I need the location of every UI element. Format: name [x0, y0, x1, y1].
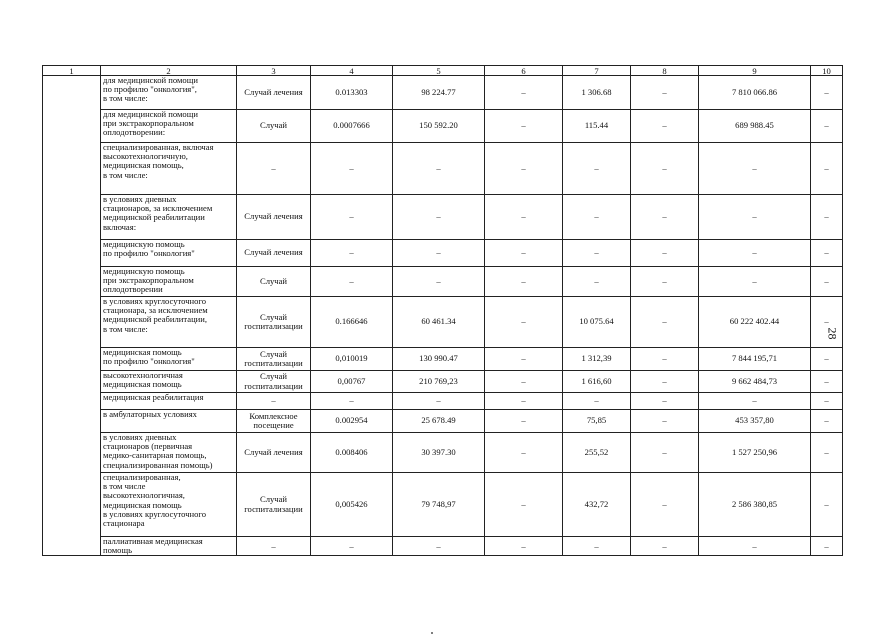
- value-cell: –: [485, 240, 563, 267]
- value-cell: –: [631, 110, 699, 143]
- value-cell: 0.0007666: [311, 110, 393, 143]
- description-cell: паллиативная медицинская помощь: [101, 537, 237, 556]
- value-cell: 30 397.30: [393, 433, 485, 473]
- value-cell: –: [631, 143, 699, 195]
- value-cell: 1 616,60: [563, 371, 631, 393]
- value-cell: –: [811, 473, 843, 537]
- value-cell: 9 662 484,73: [699, 371, 811, 393]
- value-cell: –: [631, 371, 699, 393]
- value-cell: 0.002954: [311, 410, 393, 433]
- table-row: [43, 297, 843, 348]
- value-cell: –: [563, 143, 631, 195]
- value-cell: –: [811, 371, 843, 393]
- unit-cell: –: [237, 143, 311, 195]
- unit-cell: –: [237, 537, 311, 556]
- description-cell: для медицинской помощи при экстракорпоральном оплодотворении:: [101, 110, 237, 143]
- header-cell: 1: [43, 66, 101, 76]
- value-cell: 98 224.77: [393, 76, 485, 110]
- value-cell: 1 312,39: [563, 348, 631, 371]
- unit-cell: Случай лечения: [237, 195, 311, 240]
- value-cell: 150 592.20: [393, 110, 485, 143]
- value-cell: 255,52: [563, 433, 631, 473]
- value-cell: –: [631, 297, 699, 348]
- unit-cell: Случай лечения: [237, 76, 311, 110]
- page-number: 28: [825, 327, 840, 340]
- value-cell: 60 461.34: [393, 297, 485, 348]
- value-cell: –: [811, 267, 843, 297]
- description-cell: в условиях круглосуточного стационара, за исключением медицинской реабилитации, в том числе:: [101, 297, 237, 348]
- table-row: [43, 433, 843, 473]
- unit-cell: Случай госпитализации: [237, 473, 311, 537]
- value-cell: –: [811, 240, 843, 267]
- description-cell: медицинская помощь по профилю "онкология": [101, 348, 237, 371]
- value-cell: 25 678.49: [393, 410, 485, 433]
- value-cell: –: [631, 195, 699, 240]
- value-cell: 10 075.64: [563, 297, 631, 348]
- value-cell: 0,010019: [311, 348, 393, 371]
- value-cell: –: [485, 297, 563, 348]
- value-cell: –: [811, 143, 843, 195]
- value-cell: 130 990.47: [393, 348, 485, 371]
- value-cell: –: [393, 267, 485, 297]
- value-cell: –: [699, 195, 811, 240]
- value-cell: –: [811, 410, 843, 433]
- unit-cell: Случай: [237, 110, 311, 143]
- description-cell: медицинскую помощь по профилю "онкология": [101, 240, 237, 267]
- description-cell: специализированная, в том числе высокотехнологичная, медицинская помощь в условиях круглосуточного стационара: [101, 473, 237, 537]
- value-cell: –: [811, 433, 843, 473]
- value-cell: 0.013303: [311, 76, 393, 110]
- value-cell: –: [485, 371, 563, 393]
- table-row: [43, 410, 843, 433]
- value-cell: –: [631, 76, 699, 110]
- unit-cell: Случай лечения: [237, 240, 311, 267]
- unit-cell: Случай госпитализации: [237, 371, 311, 393]
- value-cell: –: [311, 240, 393, 267]
- table-row: [43, 240, 843, 267]
- value-cell: –: [811, 110, 843, 143]
- header-cell: 8: [631, 66, 699, 76]
- description-cell: медицинскую помощь при экстракорпоральном оплодотворении: [101, 267, 237, 297]
- value-cell: –: [311, 267, 393, 297]
- description-cell: высокотехнологичная медицинская помощь: [101, 371, 237, 393]
- value-cell: 1 306.68: [563, 76, 631, 110]
- value-cell: –: [485, 433, 563, 473]
- value-cell: –: [393, 240, 485, 267]
- header-cell: 5: [393, 66, 485, 76]
- header-cell: 4: [311, 66, 393, 76]
- value-cell: –: [393, 195, 485, 240]
- value-cell: –: [485, 410, 563, 433]
- value-cell: 75,85: [563, 410, 631, 433]
- value-cell: –: [485, 267, 563, 297]
- value-cell: –: [393, 143, 485, 195]
- value-cell: –: [811, 195, 843, 240]
- header-cell: 3: [237, 66, 311, 76]
- table-row: [43, 267, 843, 297]
- data-table: [42, 65, 843, 556]
- description-cell: медицинская реабилитация: [101, 393, 237, 410]
- value-cell: –: [485, 393, 563, 410]
- value-cell: –: [311, 393, 393, 410]
- description-cell: в условиях дневных стационаров, за исключением медицинской реабилитации включая:: [101, 195, 237, 240]
- header-cell: 9: [699, 66, 811, 76]
- value-cell: –: [811, 348, 843, 371]
- value-cell: –: [631, 393, 699, 410]
- value-cell: –: [631, 473, 699, 537]
- value-cell: 432,72: [563, 473, 631, 537]
- value-cell: –: [485, 348, 563, 371]
- value-cell: –: [631, 348, 699, 371]
- value-cell: –: [811, 393, 843, 410]
- table-row: [43, 393, 843, 410]
- table-row: [43, 348, 843, 371]
- value-cell: –: [699, 393, 811, 410]
- value-cell: 0.166646: [311, 297, 393, 348]
- description-cell: в условиях дневных стационаров (первичная медико-санитарная помощь, специализированная помощь): [101, 433, 237, 473]
- value-cell: 1 527 250,96: [699, 433, 811, 473]
- value-cell: –: [485, 473, 563, 537]
- value-cell: –: [393, 537, 485, 556]
- description-cell: в амбулаторных условиях: [101, 410, 237, 433]
- unit-cell: Случай лечения: [237, 433, 311, 473]
- value-cell: –: [311, 537, 393, 556]
- value-cell: –: [811, 297, 843, 348]
- value-cell: –: [699, 240, 811, 267]
- description-cell: специализированная, включая высокотехнологичную, медицинская помощь, в том числе:: [101, 143, 237, 195]
- value-cell: 2 586 380,85: [699, 473, 811, 537]
- table-row: [43, 537, 843, 556]
- value-cell: –: [699, 143, 811, 195]
- value-cell: –: [811, 76, 843, 110]
- value-cell: 0,005426: [311, 473, 393, 537]
- value-cell: –: [631, 433, 699, 473]
- value-cell: –: [631, 410, 699, 433]
- value-cell: –: [631, 240, 699, 267]
- value-cell: 689 988.45: [699, 110, 811, 143]
- value-cell: –: [563, 267, 631, 297]
- value-cell: 115.44: [563, 110, 631, 143]
- value-cell: –: [485, 143, 563, 195]
- value-cell: –: [485, 110, 563, 143]
- value-cell: 7 844 195,71: [699, 348, 811, 371]
- value-cell: –: [563, 240, 631, 267]
- value-cell: –: [485, 76, 563, 110]
- value-cell: –: [311, 143, 393, 195]
- value-cell: –: [311, 195, 393, 240]
- scan-speck: [431, 632, 433, 634]
- unit-cell: –: [237, 393, 311, 410]
- value-cell: 0,00767: [311, 371, 393, 393]
- value-cell: –: [485, 195, 563, 240]
- table-row: [43, 473, 843, 537]
- value-cell: 60 222 402.44: [699, 297, 811, 348]
- value-cell: 7 810 066.86: [699, 76, 811, 110]
- value-cell: –: [699, 267, 811, 297]
- table-row: [43, 195, 843, 240]
- value-cell: –: [393, 393, 485, 410]
- row-group-cell: [43, 76, 101, 556]
- table-row: [43, 76, 843, 110]
- unit-cell: Случай: [237, 267, 311, 297]
- value-cell: 210 769,23: [393, 371, 485, 393]
- unit-cell: Случай госпитализации: [237, 348, 311, 371]
- value-cell: –: [631, 267, 699, 297]
- unit-cell: Комплексное посещение: [237, 410, 311, 433]
- header-cell: 6: [485, 66, 563, 76]
- unit-cell: Случай госпитализации: [237, 297, 311, 348]
- value-cell: –: [811, 537, 843, 556]
- value-cell: –: [631, 537, 699, 556]
- value-cell: 0.008406: [311, 433, 393, 473]
- value-cell: –: [563, 537, 631, 556]
- table-row: [43, 371, 843, 393]
- header-cell: 10: [811, 66, 843, 76]
- value-cell: 453 357,80: [699, 410, 811, 433]
- value-cell: –: [563, 195, 631, 240]
- description-cell: для медицинской помощи по профилю "онкология", в том числе:: [101, 76, 237, 110]
- table-row: [43, 110, 843, 143]
- value-cell: –: [485, 537, 563, 556]
- table-row: [43, 143, 843, 195]
- header-cell: 2: [101, 66, 237, 76]
- header-cell: 7: [563, 66, 631, 76]
- value-cell: –: [563, 393, 631, 410]
- header-row: [43, 66, 843, 76]
- value-cell: 79 748,97: [393, 473, 485, 537]
- value-cell: –: [699, 537, 811, 556]
